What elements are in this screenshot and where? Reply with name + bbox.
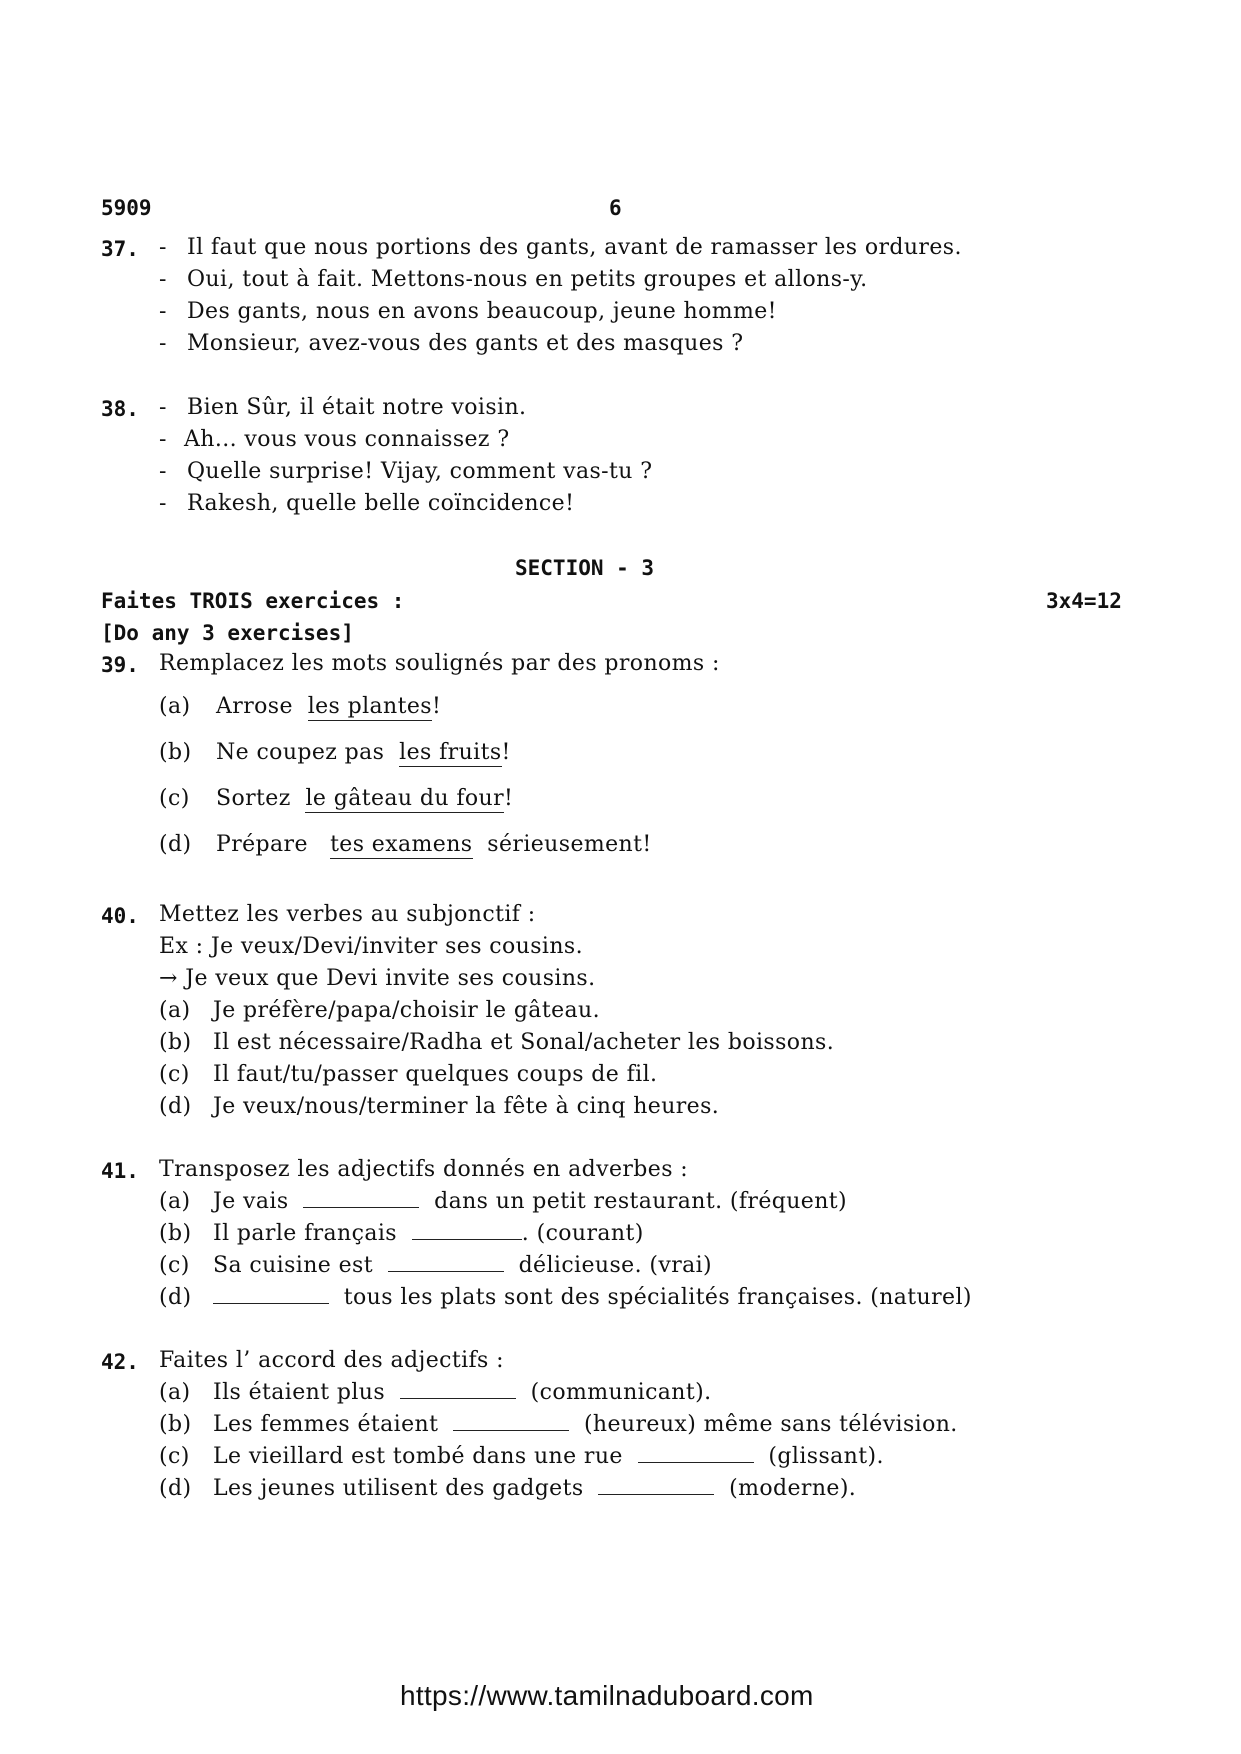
answer-blank (400, 1380, 516, 1399)
question-number: 41. (101, 1159, 139, 1183)
answer-blank (213, 1285, 329, 1304)
item-label: (a) (159, 998, 191, 1023)
item-line (216, 740, 511, 765)
item-line (213, 1476, 856, 1501)
document-code: 5909 (101, 196, 152, 220)
item-text: (communicant). (530, 1380, 712, 1405)
item-label: (a) (159, 1189, 191, 1214)
question-prompt: Faites l’ accord des adjectifs : (159, 1348, 504, 1373)
item-label: (b) (159, 740, 192, 765)
question-number: 38. (101, 397, 139, 421)
dialogue-line: Il faut que nous portions des gants, avant de ramasser les ordures. (187, 235, 962, 260)
item-text: Il est nécessaire/Radha et Sonal/acheter les boissons. (213, 1030, 835, 1055)
item-text: Sa cuisine est (213, 1253, 373, 1278)
dash: - (159, 491, 167, 516)
item-label: (b) (159, 1221, 192, 1246)
item-text: Je veux/nous/terminer la fête à cinq heures. (213, 1094, 720, 1119)
item-text: sérieusement! (487, 832, 652, 857)
item-line (216, 786, 513, 811)
item-text: Je vais (213, 1189, 289, 1214)
item-label: (d) (159, 1094, 192, 1119)
item-label: (c) (159, 1444, 190, 1469)
item-text: Les femmes étaient (213, 1412, 439, 1437)
item-text: Prépare (216, 832, 308, 857)
item-label: (b) (159, 1412, 192, 1437)
item-line (213, 1412, 958, 1437)
item-text: Les jeunes utilisent des gadgets (213, 1476, 584, 1501)
example-line: Ex : Je veux/Devi/inviter ses cousins. (159, 934, 584, 959)
item-line (213, 1221, 644, 1246)
item-label: (a) (159, 694, 191, 719)
question-prompt: Remplacez les mots soulignés par des pronoms : (159, 651, 720, 676)
item-text: Arrose (216, 694, 293, 719)
section-instruction: Faites TROIS exercices : (101, 589, 405, 613)
item-label: (d) (159, 832, 192, 857)
dash: - (159, 459, 167, 484)
item-line (216, 694, 441, 719)
item-text: ! (501, 740, 511, 765)
item-text: délicieuse. (vrai) (518, 1253, 713, 1278)
item-line (213, 1189, 847, 1214)
item-text: Ils étaient plus (213, 1380, 386, 1405)
underlined-words: les fruits (399, 740, 502, 765)
answer-blank (598, 1476, 714, 1495)
underlined-words: tes examens (330, 832, 473, 857)
example-answer: → Je veux que Devi invite ses cousins. (159, 966, 596, 991)
item-text: Sortez (216, 786, 291, 811)
page-number: 6 (609, 196, 622, 220)
dialogue-line: Ah... vous vous connaissez ? (184, 427, 510, 452)
item-text: Il parle français (213, 1221, 397, 1246)
item-label: (b) (159, 1030, 192, 1055)
item-line (216, 832, 652, 857)
item-label: (c) (159, 1253, 190, 1278)
question-number: 42. (101, 1350, 139, 1374)
dash: - (159, 267, 167, 292)
section-title: SECTION - 3 (515, 556, 655, 580)
item-label: (c) (159, 786, 190, 811)
item-label: (d) (159, 1285, 192, 1310)
item-line (213, 1285, 972, 1310)
item-label: (d) (159, 1476, 192, 1501)
answer-blank (388, 1253, 504, 1272)
answer-blank (303, 1189, 419, 1208)
item-text: ! (504, 786, 514, 811)
item-line (213, 1253, 712, 1278)
dash: - (159, 427, 167, 452)
item-text: dans un petit restaurant. (fréquent) (434, 1189, 848, 1214)
section-marks: 3x4=12 (1046, 589, 1122, 613)
item-text: (glissant). (768, 1444, 884, 1469)
item-label: (a) (159, 1380, 191, 1405)
question-number: 40. (101, 904, 139, 928)
footer-url[interactable]: https://www.tamilnaduboard.com (400, 1680, 814, 1711)
underlined-words: le gâteau du four (305, 786, 504, 811)
item-line (213, 1444, 884, 1469)
dialogue-line: Des gants, nous en avons beaucoup, jeune homme! (187, 299, 777, 324)
question-number: 37. (101, 237, 139, 261)
underlined-words: les plantes (307, 694, 432, 719)
item-text: Il faut/tu/passer quelques coups de fil. (213, 1062, 658, 1087)
item-text: (moderne). (729, 1476, 857, 1501)
question-prompt: Mettez les verbes au subjonctif : (159, 902, 536, 927)
dialogue-line: Quelle surprise! Vijay, comment vas-tu ? (187, 459, 653, 484)
dialogue-line: Rakesh, quelle belle coïncidence! (187, 491, 575, 516)
dash: - (159, 395, 167, 420)
item-text: Le vieillard est tombé dans une rue (213, 1444, 623, 1469)
section-instruction-english: [Do any 3 exercises] (101, 621, 354, 645)
dash: - (159, 235, 167, 260)
answer-blank (412, 1221, 522, 1240)
answer-blank (638, 1444, 754, 1463)
item-text: (heureux) même sans télévision. (583, 1412, 958, 1437)
item-text: . (courant) (521, 1221, 644, 1246)
dash: - (159, 331, 167, 356)
item-text: Je préfère/papa/choisir le gâteau. (213, 998, 600, 1023)
item-label: (c) (159, 1062, 190, 1087)
dialogue-line: Monsieur, avez-vous des gants et des masques ? (187, 331, 744, 356)
question-number: 39. (101, 653, 139, 677)
question-prompt: Transposez les adjectifs donnés en adverbes : (159, 1157, 689, 1182)
item-text: Ne coupez pas (216, 740, 385, 765)
item-text: ! (431, 694, 442, 719)
dialogue-line: Oui, tout à fait. Mettons-nous en petits groupes et allons-y. (187, 267, 868, 292)
answer-blank (453, 1412, 569, 1431)
item-line (213, 1380, 712, 1405)
dash: - (159, 299, 167, 324)
dialogue-line: Bien Sûr, il était notre voisin. (187, 395, 527, 420)
item-text: tous les plats sont des spécialités françaises. (naturel) (343, 1285, 972, 1310)
